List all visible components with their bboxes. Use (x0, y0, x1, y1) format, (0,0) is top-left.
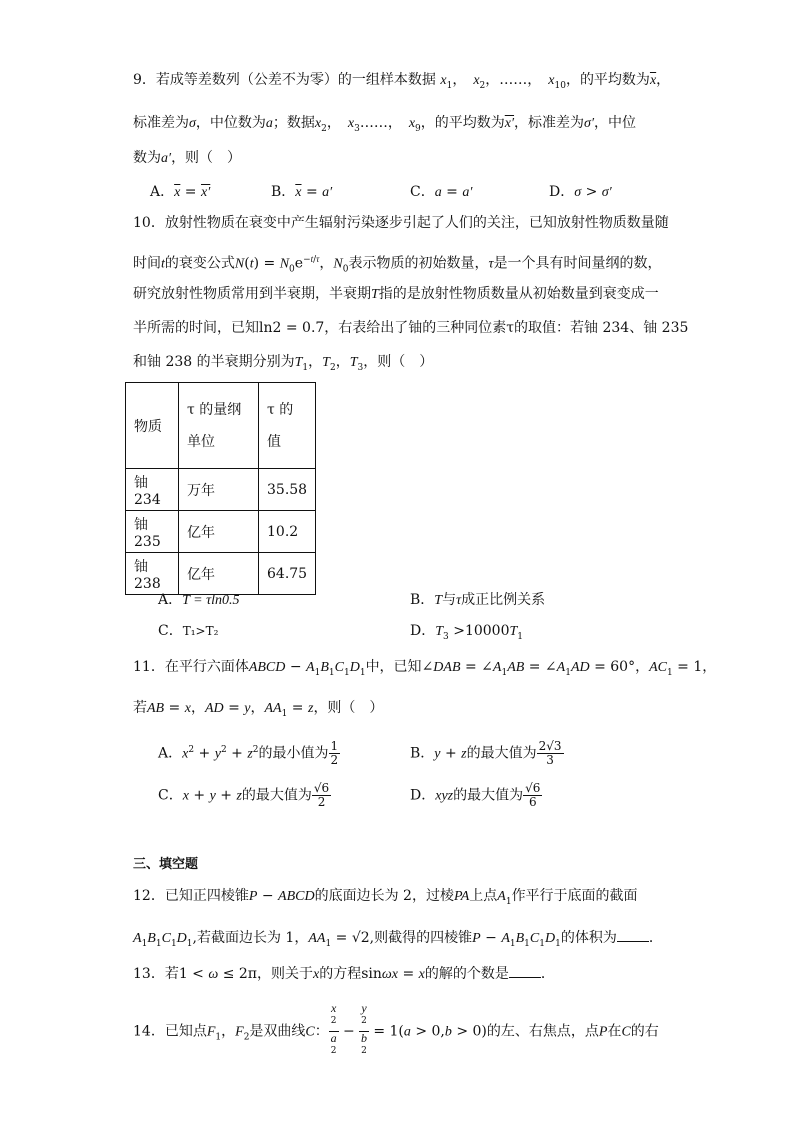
q10-line5-a: 和铀 238 的半衰期分别为 (133, 354, 295, 370)
section-title (133, 855, 198, 875)
q10-line3-a: 研究放射性物质常用到半衰期，半衰期 (133, 286, 371, 302)
q10-line5: 和铀 238 的半衰期分别为$T_1$，$T_2$，$T_3$，则（ ） (133, 354, 434, 373)
q14-line: 14．已知点$F_1$，$F_2$是双曲线C： x $^2$ a $^2$ − y $^2$ b $^2$ = 1(a > 0,b > 0)的左、右焦点，点P在C的右 (133, 1001, 659, 1056)
table-header-cell: τ 的值 (259, 383, 316, 469)
q10-option-b-label: B． (410, 592, 435, 608)
q9-line2-e: ，标准差为 (514, 115, 585, 131)
q10-option-a[interactable] (158, 590, 240, 611)
q9-option-a-label: A． (150, 184, 175, 200)
q10-line1 (133, 213, 669, 233)
q10-option-d[interactable]: D．$T_3 >10000T_1$ (410, 623, 524, 642)
table-row (126, 553, 316, 595)
q9-line2-d: ，的平均数为 (420, 115, 505, 131)
table-cell: 35.58 (259, 469, 316, 511)
q11-option-d[interactable]: D．xyz的最大值为 $\frac{√6}{6}$ (410, 781, 541, 809)
isotope-table (125, 382, 316, 595)
q10-line2-c: 表示物质的初始数量， (348, 255, 489, 272)
q12-line2-c: 的体积为 (560, 930, 617, 946)
table-cell: 铀238 (126, 553, 179, 595)
q11-option-a-text: 的最小值为 (258, 745, 329, 762)
q11-line1: 11．在平行六面体ABCD − $A_1B_1C_1D_1$中，已知∠DAB = $\angle A_1AB$ = $\angle A_1AD = 60^\circ$，$AC_1 = 1$， (133, 659, 717, 678)
q10-option-c-label: C． (158, 623, 183, 639)
q10-option-d-label: D． (410, 623, 436, 639)
q12-line1-b: 的底面边长为 2，过棱 (314, 888, 454, 904)
q13-line: 13．若1 < ω ≤ 2π，则关于x的方程sinωx = x的解的个数是 ． (133, 963, 555, 985)
q11-option-d-text: 的最大值为 (453, 787, 524, 804)
q9-line2-f: ，中位 (594, 115, 637, 131)
q9-line3-a: 数为 (133, 150, 161, 166)
table-header-row (126, 383, 316, 469)
q10-line4: 半所需的时间，已知ln2 = 0.7，右表给出了铀的三种同位素τ的取值：若铀 234、铀 235 (133, 320, 689, 336)
q10-line2-b: 的衰变公式 (164, 255, 235, 272)
q13-line-a: 13．若 (133, 966, 179, 982)
table-cell: 亿年 (179, 553, 259, 595)
table-cell: 铀234 (126, 469, 179, 511)
q10-line2-d: 是一个具有时间量纲的数， (493, 255, 662, 272)
q10-line1-text: 10．放射性物质在衰变中产生辐射污染逐步引起了人们的关注，已知放射性物质数量随 (133, 215, 669, 231)
q11-line1-a: 11．在平行六面体 (133, 659, 249, 675)
q11-line2-a: 若 (133, 700, 147, 716)
q12-line2-end: ． (648, 930, 663, 946)
q13-line-b: ，则关于 (257, 966, 314, 982)
q10-line4-b: ，右表给出了铀的三种同位素τ的取值：若铀 234、铀 235 (324, 320, 689, 336)
q12-line1: 12．已知正四棱锥P − ABCD的底面边长为 2，过棱PA上点$A_1$作平行于底面的截面 (133, 888, 638, 907)
q11-option-b[interactable]: B．y + z的最大值为 $\frac{2√3}{3}$ (410, 739, 562, 767)
q10-line2-a: 时间 (133, 255, 161, 272)
q9-option-c[interactable]: C．a = a′ (410, 184, 473, 200)
q11-option-a[interactable]: A．$x^2 + y^2 + z^2$的最小值为 $\frac{1}{2}$ (158, 739, 339, 768)
q11-line2: 若AB = x，AD = y，$AA_1 = z$，则（ ） (133, 700, 384, 719)
q12-line1-c: 上点 (469, 888, 498, 904)
q10-option-b-text: 成正比例关系 (461, 592, 546, 608)
q9-line2-c: ；数据 (272, 115, 315, 131)
q10-option-a-label: A． (158, 592, 183, 608)
q9-line3-end: ，则（ ） (171, 150, 242, 166)
q11-option-a-label: A． (158, 745, 183, 762)
table-row (126, 511, 316, 553)
q9-option-d-label: D． (549, 184, 575, 200)
q11-option-b-label: B． (410, 745, 435, 762)
q13-line-end: ． (540, 966, 555, 982)
q11-line2-b: ，则（ ） (313, 700, 384, 716)
q12-line1-a: 12．已知正四棱锥 (133, 888, 249, 904)
q9-line1-prefix: 9．若成等差数列（公差不为零）的一组样本数据 (133, 72, 436, 88)
q10-line5-b: ，则（ ） (363, 354, 434, 370)
q11-option-c-label: C． (158, 787, 183, 804)
q11-option-c-text: 的最大值为 (241, 787, 312, 804)
answer-blank[interactable] (617, 927, 649, 942)
q11-option-d-label: D． (410, 787, 436, 804)
q12-line1-d: 作平行于底面的截面 (511, 888, 638, 904)
q14-line-c: 的左、右焦点，点 (486, 1023, 599, 1040)
q10-line4-a: 半所需的时间，已知 (133, 320, 259, 336)
q9-option-d[interactable]: D．σ > σ′ (549, 184, 612, 200)
table-row (126, 469, 316, 511)
q10-line3-b: 指的是放射性物质数量从初始数量到衰变成一 (378, 286, 659, 302)
q9-line2: 标准差为σ，中位数为a；数据$x_2$， $x_3\dots\dots$， $x_9$，的平均数为x′，标准差为σ′，中位 (133, 115, 637, 134)
table-cell: 亿年 (179, 511, 259, 553)
table-cell: 10.2 (259, 511, 316, 553)
q9-line1: 9．若成等差数列（公差不为零）的一组样本数据 $x_1$， $x_2$，……， $x_{10}$，的平均数为$\overline{x}$， (133, 72, 671, 91)
q9-option-a[interactable]: A．$\overline{x} = x'$ (150, 184, 211, 200)
q14-line-e: 的右 (630, 1023, 659, 1040)
table-header-cell: 物质 (126, 383, 179, 469)
q12-line2: $A_1B_1C_1D_1$,若截面边长为 1，$AA_1 = √2$,则截得的四棱锥$P - A_1B_1C_1D_1$的体积为 ． (133, 927, 663, 954)
answer-blank[interactable] (509, 963, 541, 978)
q9-option-c-label: C． (410, 184, 435, 200)
q13-line-c: 的方程 (319, 966, 362, 982)
table-cell: 铀235 (126, 511, 179, 553)
q11-option-b-text: 的最大值为 (466, 745, 537, 762)
q10-line2: 时间t的衰变公式$N(t) = N_0e^{-t/\tau}$，$N_0$表示物质的初始数量，τ是一个具有时间量纲的数， (133, 254, 662, 275)
q10-option-a-math: T = τln0.5 (182, 593, 240, 608)
q9-option-b-label: B． (271, 184, 296, 200)
q9-line2-a: 标准差为 (133, 115, 189, 131)
q11-option-c[interactable]: C．x + y + z的最大值为 $\frac{√6}{2}$ (158, 781, 330, 809)
q10-option-b[interactable]: B．T与τ成正比例关系 (410, 592, 546, 608)
q9-line3: 数为a′，则（ ） (133, 150, 242, 166)
q10-line3: 研究放射性物质常用到半衰期，半衰期T指的是放射性物质数量从初始数量到衰变成一 (133, 286, 659, 302)
section-title-text: 三、填空题 (133, 857, 199, 872)
q14-line-a: 14．已知点 (133, 1023, 207, 1040)
q12-line2-b: 则截得的四棱锥 (374, 930, 473, 946)
q10-option-d-math: >10000 (453, 623, 510, 639)
table-cell: 64.75 (259, 553, 316, 595)
q14-line-d: 在 (607, 1023, 622, 1040)
q12-line2-a: 若截面边长为 1， (196, 930, 309, 946)
q9-option-b[interactable]: B．$\overline{x} = a'$ (271, 184, 333, 200)
q14-line-b: 是双曲线 (249, 1023, 306, 1040)
q13-line-d: 的解的个数是 (424, 966, 509, 982)
q9-line1-suffix: 的平均数为 (579, 72, 650, 88)
table-cell: 万年 (179, 469, 259, 511)
q10-option-c-math: T₁>T₂ (182, 624, 219, 638)
q9-line2-b: ，中位数为 (195, 115, 266, 131)
q10-option-c[interactable] (158, 621, 218, 641)
q11-line1-b: 中，已知 (365, 659, 422, 675)
table-header-cell: τ 的量纲单位 (179, 383, 259, 469)
